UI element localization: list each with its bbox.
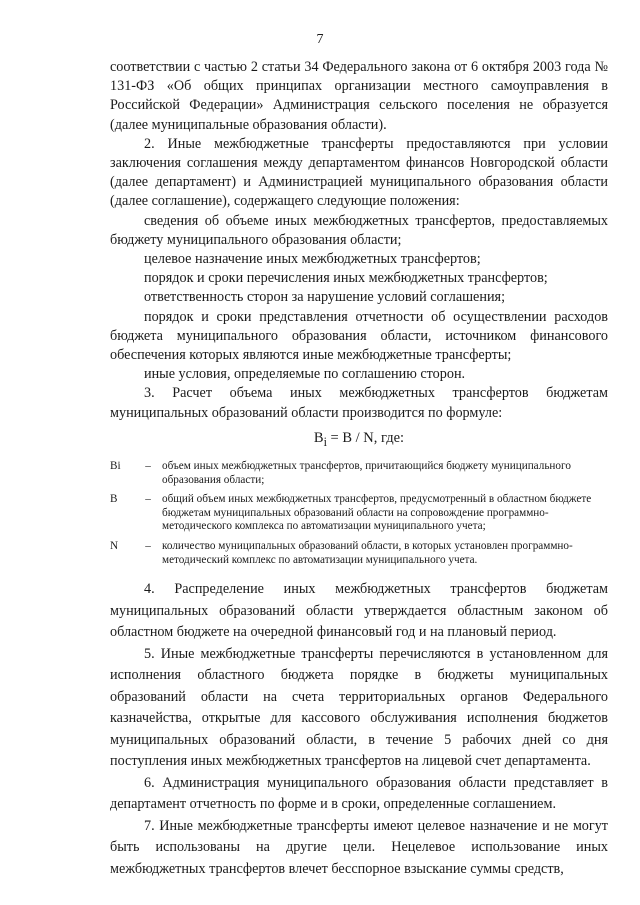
paragraph: 4. Распределение иных межбюджетных трансфертов бюджетам муниципальных образований области утверждается областным законом об областном бюджете на очередной финансовый год и на плановый период. [110,581,608,641]
paragraph: ответственность сторон за нарушение условий соглашения; [144,289,506,306]
paragraph: порядок и сроки перечисления иных межбюджетных трансфертов; [144,270,548,287]
paragraph: иные условия, определяемые по соглашению сторон. [144,366,466,383]
paragraph: 7. Иные межбюджетные трансферты имеют целевое назначение и не могут быть использованы на другие цели. Нецелевое использование иных межбюджетных трансфертов влечет бесспорное взыскание суммы средств, [110,817,608,877]
definition-row [110,460,608,487]
paragraph: 3. Расчет объема иных межбюджетных трансфертов бюджетам муниципальных образований области производится по формуле: [110,385,608,421]
page-number: 7 [316,32,324,47]
document-body [110,58,608,880]
formula-subscript: i [323,434,327,449]
paragraphs-bottom [110,579,608,880]
definition-text: количество муниципальных образований области, в которых установлен программно-методический комплекс по автоматизации муниципального учета. [162,539,573,566]
definition-dash: – [145,493,151,506]
definition-symbol: N [110,539,119,552]
definition-text: объем иных межбюджетных трансфертов, причитающийся бюджету муниципального образования области; [162,459,571,486]
paragraph: целевое назначение иных межбюджетных трансфертов; [144,251,481,268]
definition-dash: – [145,459,151,472]
paragraph: 5. Иные межбюджетные трансферты перечисляются в установленном для исполнения областного бюджета порядке в бюджеты муниципальных образований области на счета территориальных органов Федерального казначейства, открытые для кассового обслуживания исполнения бюджетов муниципальных образований области, в течение 5 рабочих дней со дня поступления иных межбюджетных трансфертов на лицевой счет департамента. [110,645,608,770]
definition-symbol: B [110,493,118,506]
definition-row [110,540,608,567]
definition-symbol: Bi [110,459,121,472]
paragraph: 6. Администрация муниципального образования области представляет в департамент отчетность по форме и в сроки, определенные соглашением. [110,774,608,813]
formula [110,429,608,452]
formula-rhs: = B / N, где: [326,429,405,446]
definition-row [110,493,608,534]
definition-dash: – [145,539,151,552]
paragraph: соответствии с частью 2 статьи 34 Федерального закона от 6 октября 2003 года № 131-ФЗ «Об общих принципах организации местного самоуправления в Российской Федерации» Администрация сельского поселения не образуется (далее муниципальные образования области). [110,59,608,133]
paragraph: порядок и сроки представления отчетности об осуществлении расходов бюджета муниципального образования области, источником финансового обеспечения которых являются иные межбюджетные трансферты; [110,308,608,364]
paragraph: сведения об объеме иных межбюджетных трансфертов, предоставляемых бюджету муниципального образования области; [110,212,608,248]
formula-lhs: B [313,429,324,446]
paragraph: 2. Иные межбюджетные трансферты предоставляются при условии заключения соглашения между департаментом финансов Новгородской области (далее департамент) и Администрацией муниципального образования области (далее соглашение), содержащего следующие положения: [110,135,608,210]
paragraphs-top [110,58,608,423]
formula-definitions [110,460,608,567]
definition-text: общий объем иных межбюджетных трансфертов, предусмотренный в областном бюджете бюджетам муниципальных образований области на сопровождение программно-методического комплекса по автоматизации муниципального учета; [162,493,592,533]
